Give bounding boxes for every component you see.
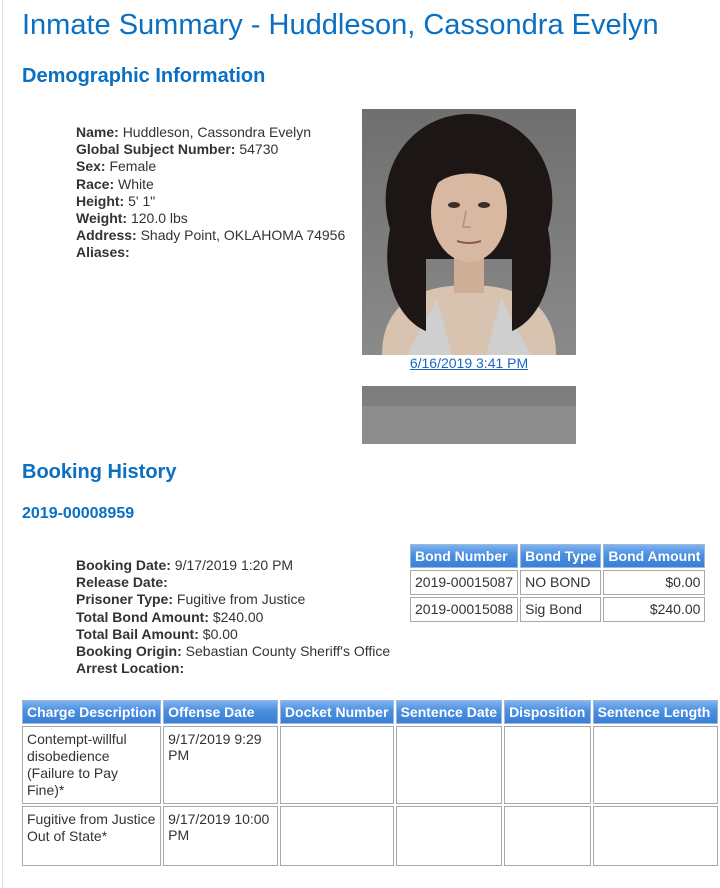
arrest-location-label: Arrest Location:	[76, 660, 185, 677]
prisoner-type-row	[76, 591, 390, 608]
charge-table	[20, 698, 720, 868]
docket-number-header[interactable]: Docket Number	[280, 700, 394, 724]
release-date-row	[76, 574, 390, 591]
demographic-info	[76, 124, 345, 262]
weight-row	[76, 210, 345, 227]
page-title: Inmate Summary - Huddleson, Cassondra Evelyn	[22, 9, 659, 41]
bond-amount-header[interactable]: Bond Amount	[603, 544, 705, 568]
booking-date-value: 9/17/2019 1:20 PM	[174, 557, 294, 573]
race-row	[76, 176, 345, 193]
height-value: 5' 1"	[128, 192, 156, 209]
aliases-row	[76, 244, 345, 261]
sentence-length-cell	[593, 806, 718, 866]
disposition-cell	[504, 726, 591, 804]
sex-row	[76, 158, 345, 175]
weight-label: Weight:	[76, 210, 128, 227]
booking-date-label: Booking Date:	[76, 557, 171, 573]
sentence-date-cell	[396, 806, 502, 866]
charge-row	[22, 806, 718, 866]
sentence-length-cell	[593, 726, 718, 804]
bond-number-cell: 2019-00015087	[410, 570, 518, 595]
offense-date-header[interactable]: Offense Date	[163, 700, 278, 724]
name-label: Name:	[76, 124, 119, 140]
second-photo[interactable]	[362, 386, 576, 444]
name-value: Huddleson, Cassondra Evelyn	[122, 124, 312, 140]
total-bond-amount-row	[76, 609, 390, 626]
name-row	[76, 124, 345, 141]
race-label: Race:	[76, 175, 115, 192]
bond-table-header	[410, 544, 705, 568]
charge-description-header[interactable]: Charge Description	[22, 700, 161, 724]
bond-row	[410, 570, 705, 595]
global-subject-number-row	[76, 141, 345, 158]
page-left-border	[2, 0, 3, 888]
bond-number-cell: 2019-00015088	[410, 597, 518, 622]
weight-value: 120.0 lbs	[130, 210, 188, 227]
charge-description-cell: Contempt-willful disobedience (Failure to Pay Fine)*	[22, 726, 161, 804]
second-photo-image	[362, 386, 576, 444]
charge-description-cell: Fugitive from Justice Out of State*	[22, 806, 161, 866]
height-row	[76, 193, 345, 210]
bond-amount-cell: $240.00	[603, 597, 705, 622]
total-bail-amount-label: Total Bail Amount:	[76, 625, 199, 642]
bond-type-cell: NO BOND	[520, 570, 601, 595]
demographic-heading: Demographic Information	[22, 65, 266, 87]
charge-table-header	[22, 700, 718, 724]
docket-number-cell	[280, 806, 394, 866]
prisoner-type-value: Fugitive from Justice	[176, 591, 306, 608]
aliases-label: Aliases:	[76, 244, 130, 261]
bond-amount-cell: $0.00	[603, 570, 705, 595]
booking-history-heading: Booking History	[22, 461, 177, 483]
global-subject-number-value: 54730	[239, 141, 279, 158]
address-row	[76, 227, 345, 244]
disposition-header[interactable]: Disposition	[504, 700, 591, 724]
arrest-location-row	[76, 660, 390, 677]
bond-type-header[interactable]: Bond Type	[520, 544, 601, 568]
total-bail-amount-row	[76, 626, 390, 643]
total-bond-amount-label: Total Bond Amount:	[76, 608, 209, 625]
total-bail-amount-value: $0.00	[202, 625, 238, 642]
charge-row	[22, 726, 718, 804]
disposition-cell	[504, 806, 591, 866]
offense-date-cell: 9/17/2019 9:29 PM	[163, 726, 278, 804]
booking-origin-value: Sebastian County Sheriff's Office	[185, 643, 391, 660]
sentence-date-header[interactable]: Sentence Date	[396, 700, 502, 724]
prisoner-type-label: Prisoner Type:	[76, 591, 173, 608]
race-value: White	[118, 175, 154, 192]
booking-origin-label: Booking Origin:	[76, 643, 182, 660]
bond-row	[410, 597, 705, 622]
address-label: Address:	[76, 227, 137, 244]
total-bond-amount-value: $240.00	[212, 608, 264, 625]
photo-date-link[interactable]: 6/16/2019 3:41 PM	[409, 355, 529, 371]
global-subject-number-label: Global Subject Number:	[76, 141, 236, 158]
address-value: Shady Point, OKLAHOMA 74956	[140, 227, 346, 244]
offense-date-cell: 9/17/2019 10:00 PM	[163, 806, 278, 866]
booking-number: 2019-00008959	[22, 505, 135, 522]
booking-date-row	[76, 557, 390, 574]
sex-value: Female	[109, 158, 157, 175]
booking-info	[76, 557, 390, 677]
bond-table	[408, 542, 707, 624]
docket-number-cell	[280, 726, 394, 804]
mugshot-photo[interactable]	[362, 109, 576, 355]
mugshot-image	[362, 109, 576, 355]
booking-origin-row	[76, 643, 390, 660]
bond-number-header[interactable]: Bond Number	[410, 544, 518, 568]
height-label: Height:	[76, 192, 125, 209]
release-date-label: Release Date:	[76, 574, 168, 591]
bond-type-cell: Sig Bond	[520, 597, 601, 622]
sentence-length-header[interactable]: Sentence Length	[593, 700, 718, 724]
sex-label: Sex:	[76, 158, 106, 175]
sentence-date-cell	[396, 726, 502, 804]
